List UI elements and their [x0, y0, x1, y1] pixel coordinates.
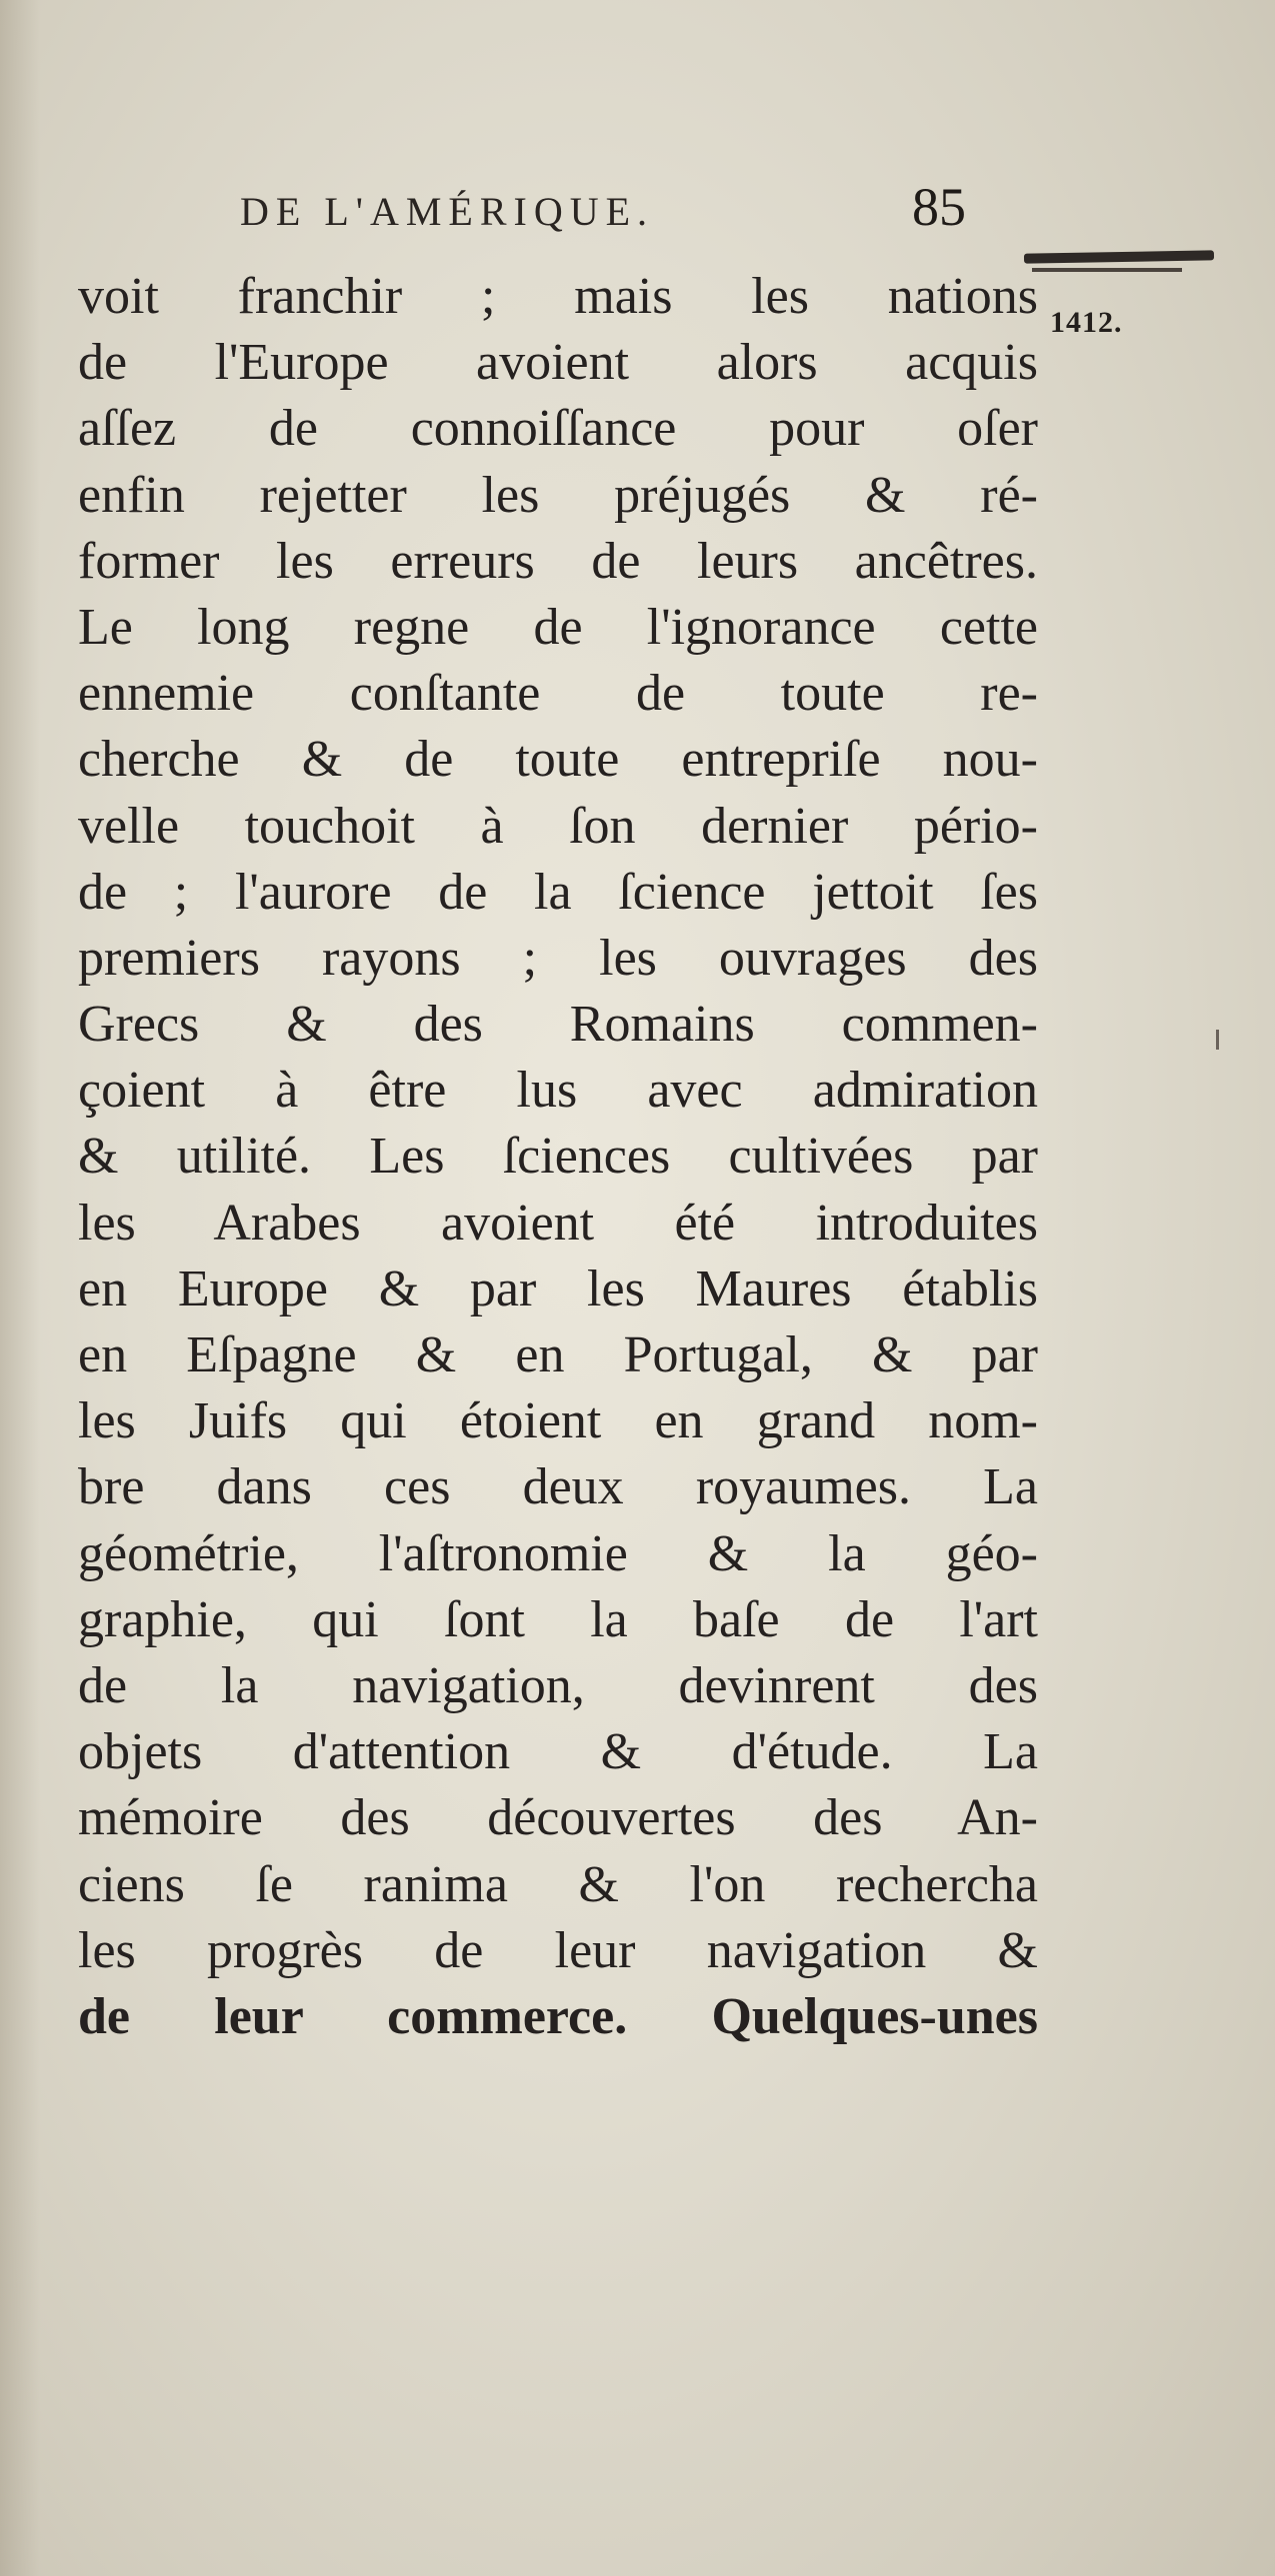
text-line: en Eſpagne & en Portugal, & par: [78, 1326, 1038, 1383]
ink-mark: [1216, 1030, 1219, 1050]
text-line: voit franchir ; mais les nations: [78, 268, 1038, 325]
text-line: cherche & de toute entrepriſe nou-: [78, 731, 1038, 789]
text-line: premiers rayons ; les ouvrages des: [78, 929, 1038, 987]
text-line: en Europe & par les Maures établis: [78, 1260, 1038, 1317]
text-line: ciens ſe ranima & l'on rechercha: [78, 1855, 1038, 1913]
text-line: Grecs & des Romains commen-: [78, 996, 1038, 1054]
text-line: enfin rejetter les préjugés & ré-: [78, 466, 1038, 524]
text-line: objets d'attention & d'étude. La: [78, 1723, 1038, 1781]
running-head: [240, 177, 1000, 248]
text-line: les progrès de leur navigation &: [78, 1921, 1038, 1979]
text-line: de leur commerce. Quelques-unes: [78, 1987, 1038, 2045]
text-line: de l'Europe avoient alors acquis: [78, 334, 1038, 392]
text-line: géométrie, l'aſtronomie & la géo-: [78, 1524, 1038, 1582]
text-line: de la navigation, devinrent des: [78, 1656, 1038, 1714]
body-text: [78, 264, 1038, 2050]
text-line: les Juifs qui étoient en grand nom-: [78, 1392, 1038, 1450]
text-line: les Arabes avoient été introduites: [78, 1194, 1038, 1252]
page-number: 85: [912, 177, 966, 237]
text-line: ennemie conſtante de toute re-: [78, 665, 1038, 723]
text-line: former les erreurs de leurs ancêtres.: [78, 532, 1038, 590]
running-title: DE L'AMÉRIQUE.: [240, 189, 655, 234]
text-line: bre dans ces deux royaumes. La: [78, 1458, 1038, 1516]
margin-rule-thin: [1032, 268, 1182, 272]
text-line: de ; l'aurore de la ſcience jettoit ſes: [78, 863, 1038, 921]
text-line: graphie, qui ſont la baſe de l'art: [78, 1590, 1038, 1648]
margin-note: [1012, 252, 1212, 352]
text-line: mémoire des découvertes des An-: [78, 1789, 1038, 1847]
text-line: çoient à être lus avec admiration: [78, 1062, 1038, 1120]
margin-year: 1412.: [1050, 306, 1123, 339]
text-line: aſſez de connoiſſance pour oſer: [78, 400, 1038, 458]
text-line: Le long regne de l'ignorance cette: [78, 598, 1038, 656]
text-line: & utilité. Les ſciences cultivées par: [78, 1128, 1038, 1186]
margin-rule: [1024, 250, 1214, 263]
text-line: velle touchoit à ſon dernier pério-: [78, 797, 1038, 855]
